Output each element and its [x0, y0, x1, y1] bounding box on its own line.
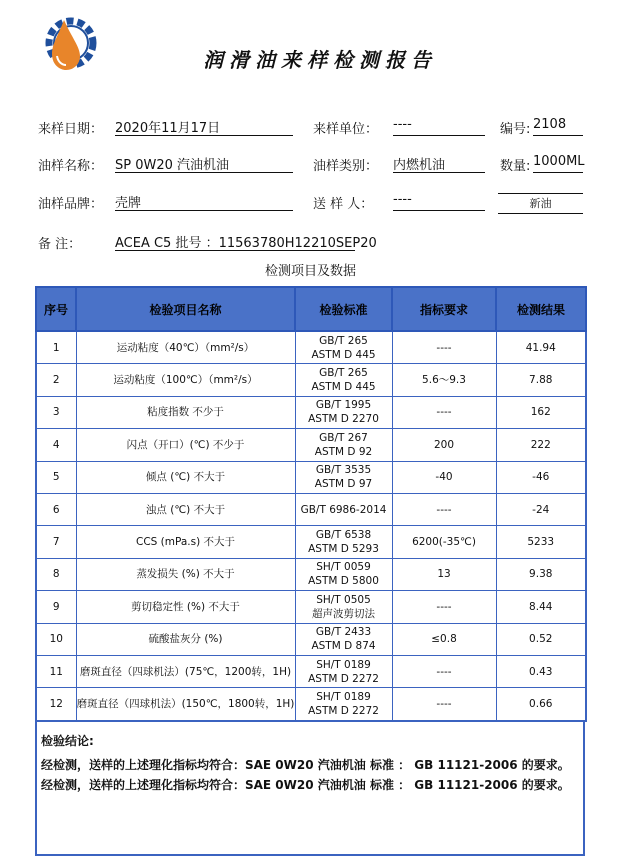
standard-line-2: ASTM D 2272 [308, 672, 379, 685]
cell-requirement: -40 [392, 461, 496, 493]
cell-no: 4 [36, 429, 76, 461]
sample-type-value: 内燃机油 [393, 154, 485, 173]
table-row [36, 558, 586, 590]
cell-result: 0.43 [496, 655, 586, 687]
table-row [36, 591, 586, 623]
cell-requirement: ---- [392, 493, 496, 525]
standard-line-2: ASTM D 874 [311, 640, 376, 653]
cell-result: 0.66 [496, 688, 586, 721]
cell-result: -24 [496, 493, 586, 525]
cell-standard [295, 396, 392, 428]
cell-result: 162 [496, 396, 586, 428]
cell-item: 蒸发损失 (%) 不大于 [76, 558, 295, 590]
cell-requirement: ---- [392, 688, 496, 721]
cell-standard [295, 623, 392, 655]
cell-no: 12 [36, 688, 76, 721]
report-no-label: 编号: [500, 122, 531, 137]
table-row [36, 331, 586, 364]
cell-item: 磨斑直径（四球机法）(75℃，1200转，1H) [76, 655, 295, 687]
test-results-table [35, 286, 587, 722]
report-no-value: 2108 [533, 117, 583, 136]
standard-line-2: ASTM D 92 [314, 445, 373, 458]
table-row [36, 396, 586, 428]
cell-no: 6 [36, 493, 76, 525]
standard-line-2: ASTM D 2272 [308, 704, 379, 717]
cell-requirement: ---- [392, 331, 496, 364]
standard-line-2: ASTM D 5800 [308, 575, 379, 588]
cell-item: 运动粘度（40℃）（mm²/s） [76, 331, 295, 364]
cell-requirement: 13 [392, 558, 496, 590]
table-row [36, 688, 586, 721]
company-logo [40, 14, 102, 72]
table-row [36, 526, 586, 558]
cell-requirement: 5.6～9.3 [392, 364, 496, 396]
col-header-no: 序号 [36, 287, 76, 331]
cell-requirement: ---- [392, 591, 496, 623]
table-row [36, 461, 586, 493]
cell-standard [295, 331, 392, 364]
cell-result: 0.52 [496, 623, 586, 655]
standard-line-1: GB/T 6986-2014 [300, 503, 387, 516]
cell-result: 9.38 [496, 558, 586, 590]
cell-item: 运动粘度（100℃）（mm²/s） [76, 364, 295, 396]
cell-standard [295, 493, 392, 525]
oil-status-value: 新油 [498, 193, 583, 214]
quantity-value: 1000ML [533, 154, 583, 173]
standard-line-2: 超声波剪切法 [312, 607, 375, 620]
sender-label: 送 样 人： [313, 197, 374, 212]
sample-unit-label: 来样单位： [313, 122, 379, 137]
col-header-requirement: 指标要求 [392, 287, 496, 331]
cell-result: -46 [496, 461, 586, 493]
note-label: 备 注： [38, 237, 82, 252]
cell-no: 9 [36, 591, 76, 623]
cell-no: 7 [36, 526, 76, 558]
cell-item: 磨斑直径（四球机法）(150℃，1800转，1H) [76, 688, 295, 721]
cell-item: 剪切稳定性 (%) 不大于 [76, 591, 295, 623]
cell-no: 11 [36, 655, 76, 687]
cell-requirement: 200 [392, 429, 496, 461]
standard-line-2: ASTM D 445 [311, 348, 376, 361]
standard-line-1: GB/T 265 [319, 334, 368, 347]
cell-result: 7.88 [496, 364, 586, 396]
cell-standard [295, 429, 392, 461]
standard-line-2: ASTM D 445 [311, 381, 376, 394]
table-row [36, 364, 586, 396]
standard-line-2: ASTM D 2270 [308, 413, 379, 426]
note-value: ACEA C5 批号 ：11563780H12210SEP20 [115, 232, 355, 251]
standard-line-1: SH/T 0059 [316, 561, 371, 574]
standard-line-1: GB/T 3535 [315, 464, 372, 477]
standard-line-1: SH/T 0189 [316, 658, 371, 671]
cell-item: 倾点 (℃) 不大于 [76, 461, 295, 493]
table-row [36, 429, 586, 461]
cell-item: 浊点 (℃) 不大于 [76, 493, 295, 525]
standard-line-2: ASTM D 5293 [308, 543, 379, 556]
cell-standard [295, 364, 392, 396]
cell-requirement: ≤0.8 [392, 623, 496, 655]
standard-line-1: GB/T 265 [319, 367, 368, 380]
standard-line-1: GB/T 267 [319, 431, 368, 444]
cell-no: 8 [36, 558, 76, 590]
cell-result: 5233 [496, 526, 586, 558]
cell-no: 5 [36, 461, 76, 493]
col-header-result: 检测结果 [496, 287, 586, 331]
table-row [36, 655, 586, 687]
standard-line-1: GB/T 6538 [315, 529, 372, 542]
quantity-label: 数量: [500, 159, 531, 174]
cell-result: 41.94 [496, 331, 586, 364]
conclusion-line-1: 经检测，送样的上述理化指标均符合：SAE 0W20 汽油机油 标准 ： GB 11121-2006 的要求。 [41, 758, 570, 772]
cell-requirement: ---- [392, 396, 496, 428]
cell-no: 3 [36, 396, 76, 428]
sample-name-label: 油样名称： [38, 159, 104, 174]
sample-name-value: SP 0W20 汽油机油 [115, 154, 293, 173]
sample-date-value: 2020年11月17日 [115, 117, 293, 136]
table-header-row [36, 287, 586, 331]
standard-line-1: SH/T 0505 [316, 593, 371, 606]
cell-result: 8.44 [496, 591, 586, 623]
cell-requirement: 6200(-35℃) [392, 526, 496, 558]
col-header-standard: 检验标准 [295, 287, 392, 331]
cell-no: 2 [36, 364, 76, 396]
cell-standard [295, 591, 392, 623]
conclusion-box [35, 722, 585, 856]
conclusion-label: 检验结论: [41, 734, 94, 748]
section-title: 检测项目及数据 [264, 264, 356, 279]
cell-item: CCS (mPa.s) 不大于 [76, 526, 295, 558]
sender-value: ---- [393, 192, 485, 211]
col-header-item: 检验项目名称 [76, 287, 295, 331]
cell-requirement: ---- [392, 655, 496, 687]
sample-brand-value: 壳牌 [115, 192, 293, 211]
sample-brand-label: 油样品牌： [38, 197, 104, 212]
table-row [36, 623, 586, 655]
standard-line-1: SH/T 0189 [316, 690, 371, 703]
standard-line-2: ASTM D 97 [314, 478, 373, 491]
sample-type-label: 油样类别： [313, 159, 379, 174]
cell-no: 10 [36, 623, 76, 655]
conclusion-line-2: 经检测，送样的上述理化指标均符合：SAE 0W20 汽油机油 标准 ： GB 11121-2006 的要求。 [41, 778, 570, 792]
cell-standard [295, 688, 392, 721]
cell-standard [295, 461, 392, 493]
cell-item: 硫酸盐灰分 (%) [76, 623, 295, 655]
cell-standard [295, 526, 392, 558]
cell-standard [295, 655, 392, 687]
cell-standard [295, 558, 392, 590]
sample-date-label: 来样日期： [38, 122, 104, 137]
cell-result: 222 [496, 429, 586, 461]
standard-line-1: GB/T 1995 [315, 399, 372, 412]
sample-unit-value: ---- [393, 117, 485, 136]
table-row [36, 493, 586, 525]
cell-item: 粘度指数 不少于 [76, 396, 295, 428]
cell-item: 闪点（开口）(℃) 不少于 [76, 429, 295, 461]
cell-no: 1 [36, 331, 76, 364]
standard-line-1: GB/T 2433 [315, 626, 372, 639]
report-title: 润滑油来样检测报告 [203, 48, 437, 72]
